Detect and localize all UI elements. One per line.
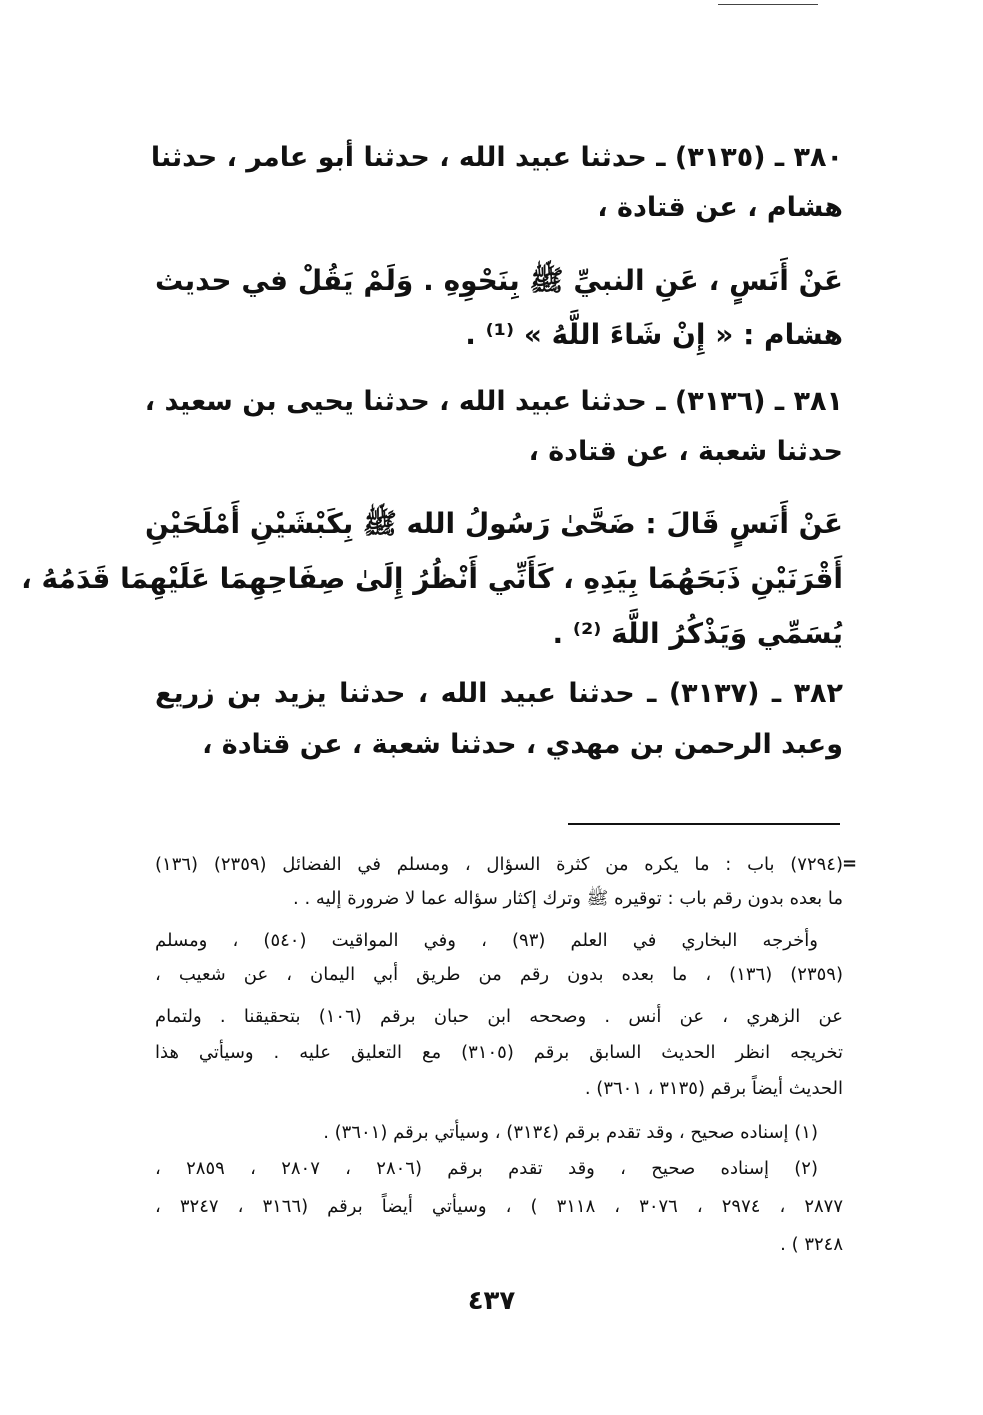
- para-382-line-2: وعبد الرحمن بن مهدي ، حدثنا شعبة ، عن قتادة ،: [202, 729, 843, 760]
- hadith-381-line-3: يُسَمِّي وَيَذْكُرُ اللَّهَ ⁽²⁾ .: [552, 617, 843, 650]
- footnote-cont-line-5: عن الزهري ، عن أنس . وصححه ابن حبان برقم (١٠٦) بتحقيقنا . ولتمام: [155, 1006, 843, 1027]
- para-381-line-2: حدثنا شعبة ، عن قتادة ،: [528, 436, 843, 467]
- para-381-line-1: ٣٨١ ـ (٣١٣٦) ـ حدثنا عبيد الله ، حدثنا يحيى بن سعيد ،: [144, 386, 843, 417]
- footnote-2-line-2: ٢٨٧٧ ، ٢٩٧٤ ، ٣٠٧٦ ، ٣١١٨ ) ، وسيأتي أيضاً برقم (٣١٦٦ ، ٣٢٤٧ ،: [155, 1196, 843, 1217]
- footnote-2-line-1: (٢) إسناده صحيح ، وقد تقدم برقم (٢٨٠٦ ، ٢٨٠٧ ، ٢٨٥٩ ،: [155, 1158, 818, 1179]
- footnote-cont-line-4: (٢٣٥٩) (١٣٦) ، ما بعده بدون رقم من طريق أبي اليمان ، عن شعيب ،: [155, 964, 843, 985]
- para-382-line-1: ٣٨٢ ـ (٣١٣٧) ـ حدثنا عبيد الله ، حدثنا يزيد بن زريع: [155, 678, 844, 709]
- top-rule: [718, 4, 818, 5]
- footnote-cont-line-6: تخريجه انظر الحديث السابق برقم (٣١٠٥) مع التعليق عليه . وسيأتي هذا: [155, 1042, 843, 1063]
- footnote-cont-line-3: وأخرجه البخاري في العلم (٩٣) ، وفي المواقيت (٥٤٠) ، ومسلم: [155, 930, 818, 951]
- footnote-cont-line-7: الحديث أيضاً برقم (٣١٣٥ ، ٣٦٠١) .: [584, 1078, 843, 1099]
- footnote-separator: [568, 823, 840, 825]
- footnote-2-line-3: ٣٢٤٨ ) .: [780, 1234, 843, 1255]
- hadith-381-line-2: أَقْرَنَيْنِ ذَبَحَهُمَا بِيَدِهِ ، كَأَنِّي أَنْظُرُ إِلَىٰ صِفَاحِهِمَا عَلَيْهِمَا قَدَمُهُ ،: [21, 562, 843, 595]
- footnote-cont-line-1: (٧٢٩٤) باب : ما يكره من كثرة السؤال ، ومسلم في الفضائل (٢٣٥٩) (١٣٦): [155, 854, 843, 875]
- hadith-380-line-2: هشام : « إِنْ شَاءَ اللَّهُ » ⁽¹⁾ .: [465, 318, 843, 351]
- hadith-381-line-1: عَنْ أَنَسٍ قَالَ : ضَحَّىٰ رَسُولُ الله ﷺ بِكَبْشَيْنِ أَمْلَحَيْنِ: [144, 507, 843, 540]
- footnote-cont-line-2: ما بعده بدون رقم باب : توقيره ﷺ وترك إكثار سؤاله عما لا ضرورة إليه . .: [293, 888, 843, 909]
- continuation-mark: =: [842, 853, 858, 874]
- page-number: ٤٣٧: [467, 1286, 516, 1316]
- para-380-line-2: هشام ، عن قتادة ،: [597, 192, 843, 223]
- para-380-line-1: ٣٨٠ ـ (٣١٣٥) ـ حدثنا عبيد الله ، حدثنا أبو عامر ، حدثنا: [150, 142, 843, 173]
- hadith-380-line-1: عَنْ أَنَسٍ ، عَنِ النبيِّ ﷺ بِنَحْوِهِ . وَلَمْ يَقُلْ في حديث: [155, 264, 843, 297]
- footnote-1: (١) إسناده صحيح ، وقد تقدم برقم (٣١٣٤) ، وسيأتي برقم (٣٦٠١) .: [323, 1122, 818, 1143]
